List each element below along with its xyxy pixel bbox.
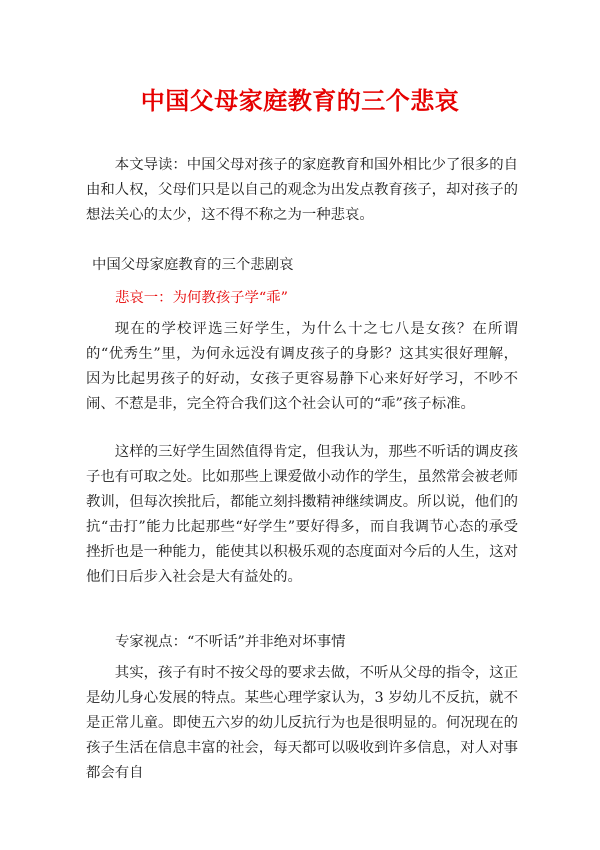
subtitle: 中国父母家庭教育的三个悲剧哀 xyxy=(92,257,294,273)
body-paragraph-3: 其实，孩子有时不按父母的要求去做，不听从父母的指令，这正是幼儿身心发展的特点。某些心理学家认为，3 岁幼儿不反抗，就不是正常儿童。即使五六岁的幼儿反抗行为也是很明显的。何况现在的孩子生活在信息丰富的社会，每天都可以吸收到许多信息，对人对事都会有自 xyxy=(86,665,518,781)
body-paragraph-1: 现在的学校评选三好学生，为什么十之七八是女孩？在所谓的“优秀生”里，为何永远没有调皮孩子的身影？这其实很好理解，因为比起男孩子的好动，女孩子更容易静下心来好好学习，不吵不闹、不惹是非，完全符合我们这个社会认可的“乖”孩子标准。 xyxy=(86,321,518,412)
document-title: 中国父母家庭教育的三个悲哀 xyxy=(140,87,460,115)
expert-heading: 专家视点：“不听话”并非绝对坏事情 xyxy=(115,634,346,650)
intro-paragraph: 本文导读：中国父母对孩子的家庭教育和国外相比少了很多的自由和人权，父母们只是以自己的观念为出发点教育孩子，却对孩子的想法关心的太少，这不得不称之为一种悲哀。 xyxy=(86,157,518,223)
body-paragraph-2: 这样的三好学生固然值得肯定，但我认为，那些不听话的调皮孩子也有可取之处。比如那些上课爱做小动作的学生，虽然常会被老师教训，但每次挨批后，都能立刻抖擞精神继续调皮。所以说，他们的抗“击打”能力比起那些“好学生”要好得多，而自我调节心态的承受挫折也是一种能力，能使其以积极乐观的态度面对今后的人生，这对他们日后步入社会是大有益处的。 xyxy=(86,444,518,585)
section-heading-1: 悲哀一：为何教孩子学“乖” xyxy=(115,290,289,306)
